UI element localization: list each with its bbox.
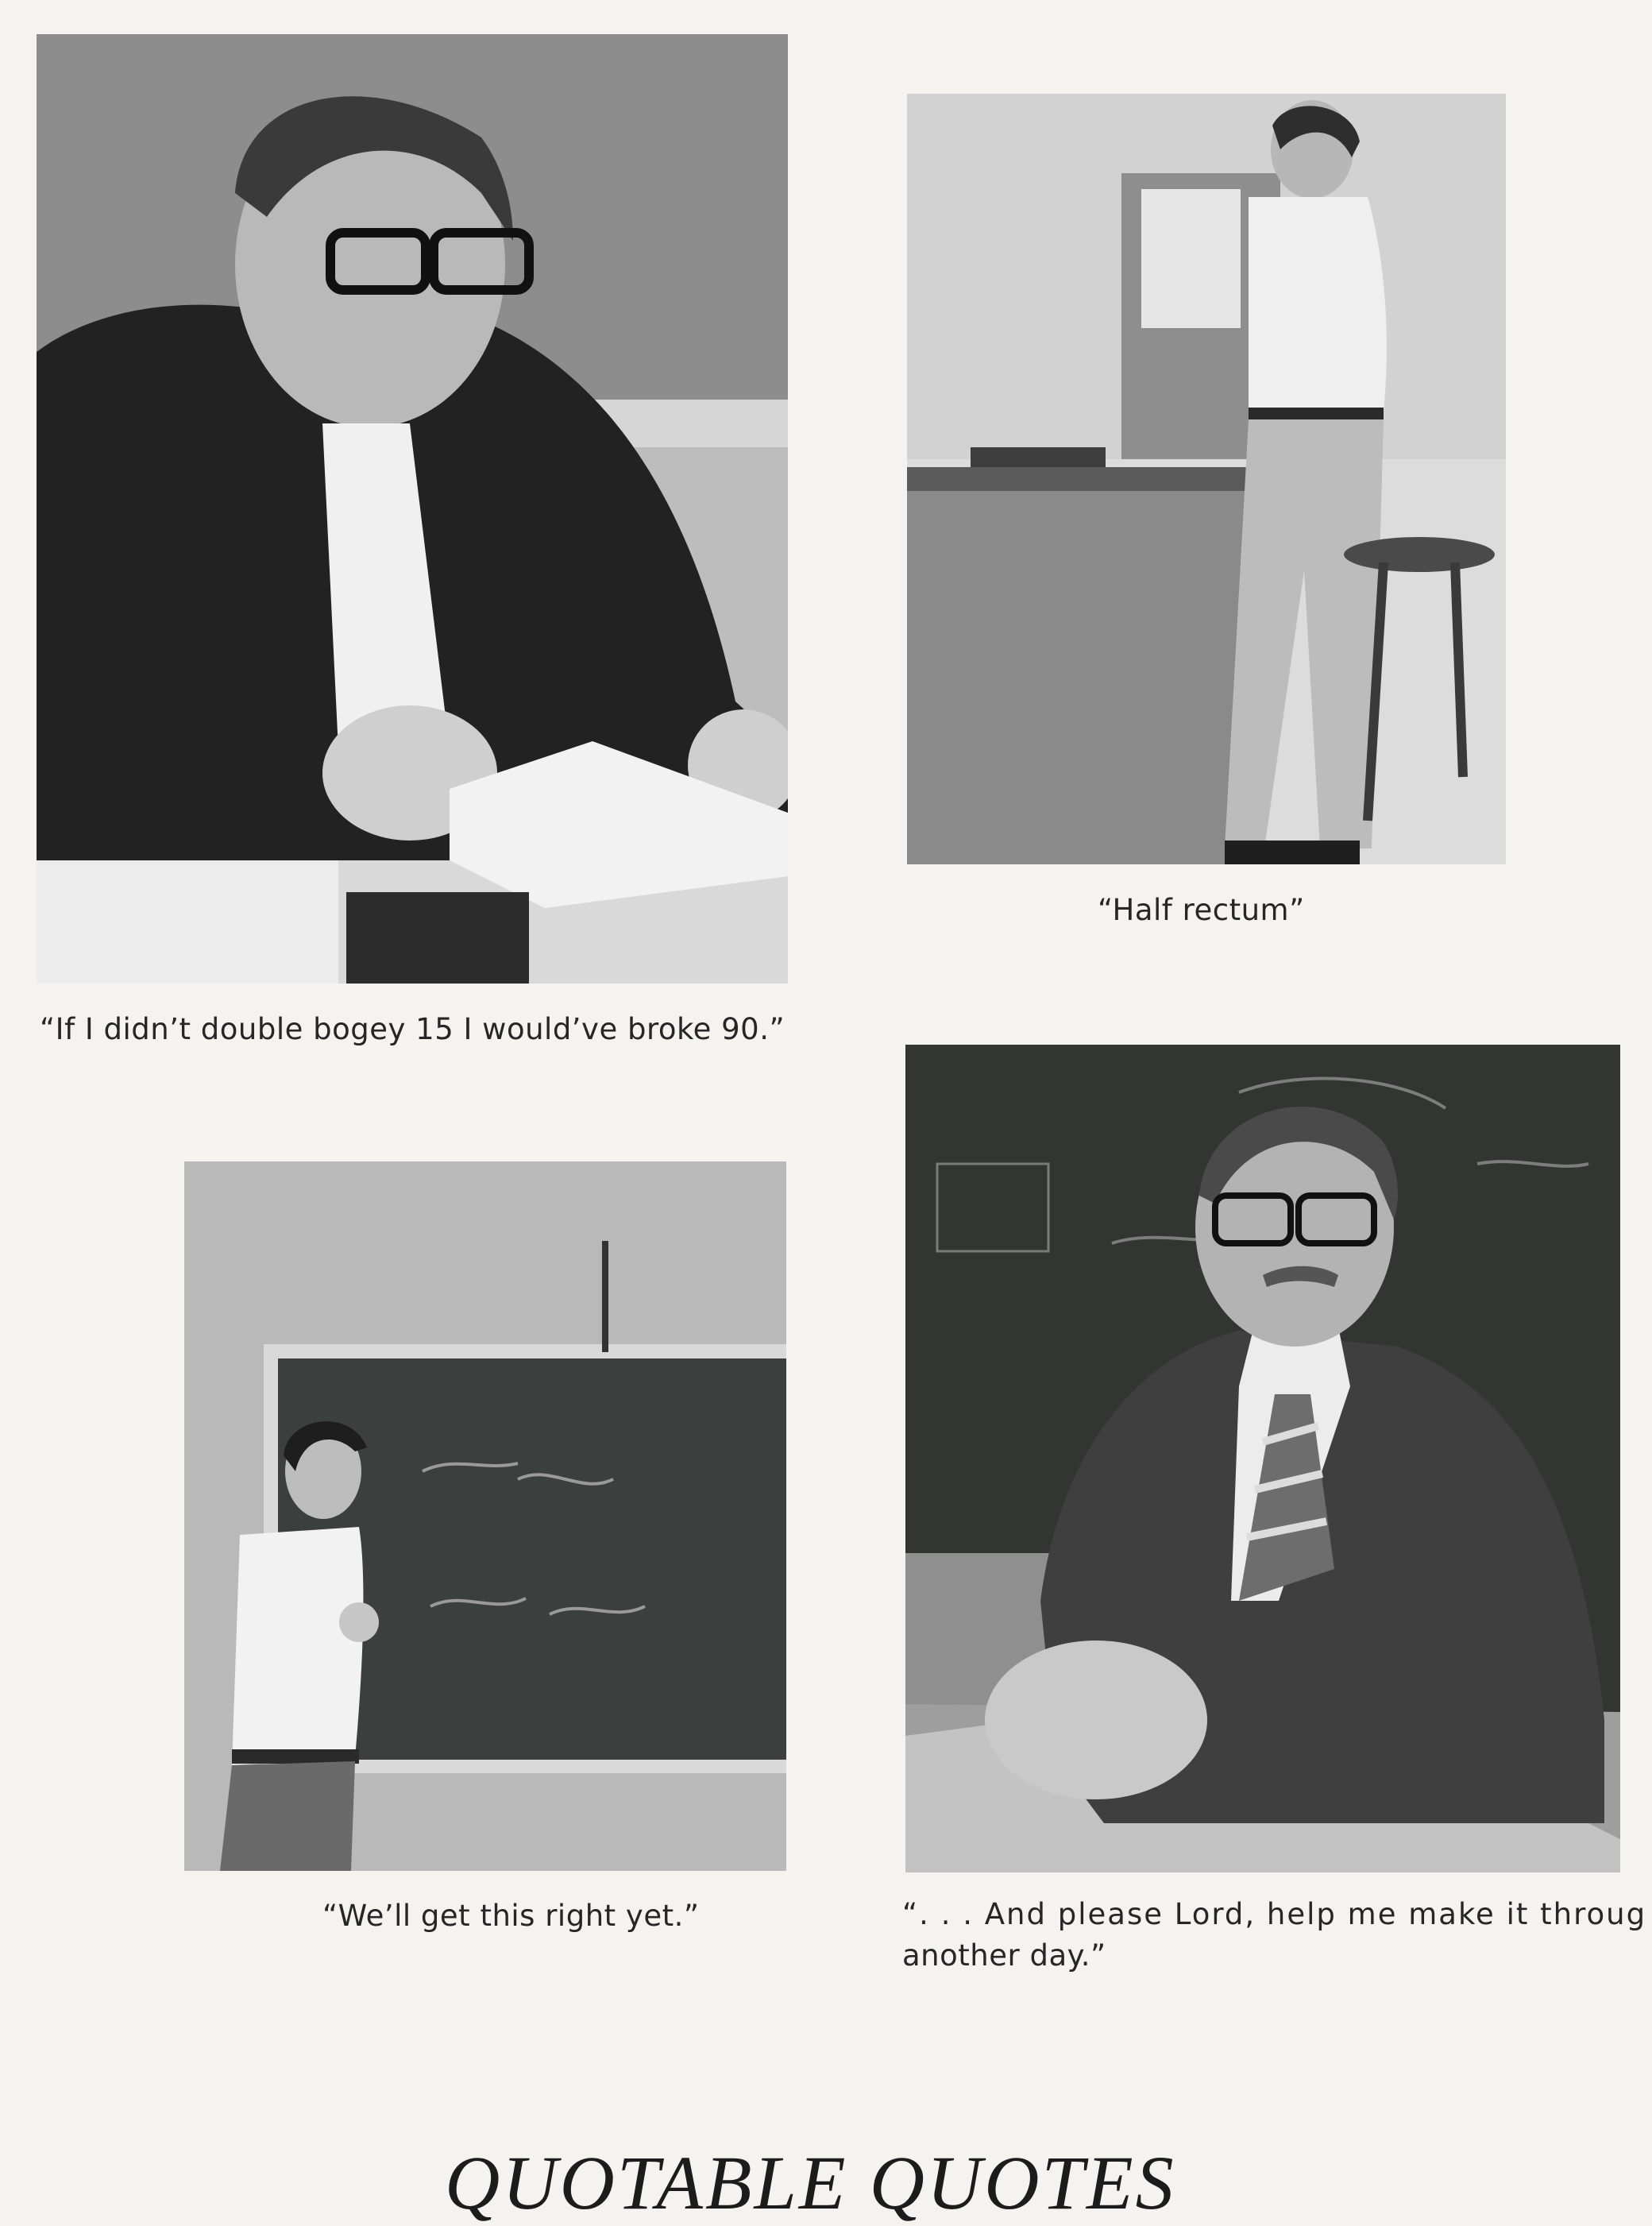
photo-teacher-writing [37,34,788,984]
page-title: QUOTABLE QUOTES [445,2140,1176,2225]
caption-lord-line-1: “. . . And please Lord, help me make it throug [902,1897,1647,1931]
caption-golf: “If I didn’t double bogey 15 I would’ve broke 90.” [40,1012,785,1046]
photo-teacher-chalkboard [184,1161,786,1871]
caption-half-rectum: “Half rectum” [1098,893,1305,927]
photo-man-seated-desk [905,1045,1620,1872]
photo-man-at-bench [907,94,1506,864]
caption-lord-line-2: another day.” [902,1938,1106,1973]
caption-right-yet: “We’ll get this right yet.” [322,1899,700,1933]
